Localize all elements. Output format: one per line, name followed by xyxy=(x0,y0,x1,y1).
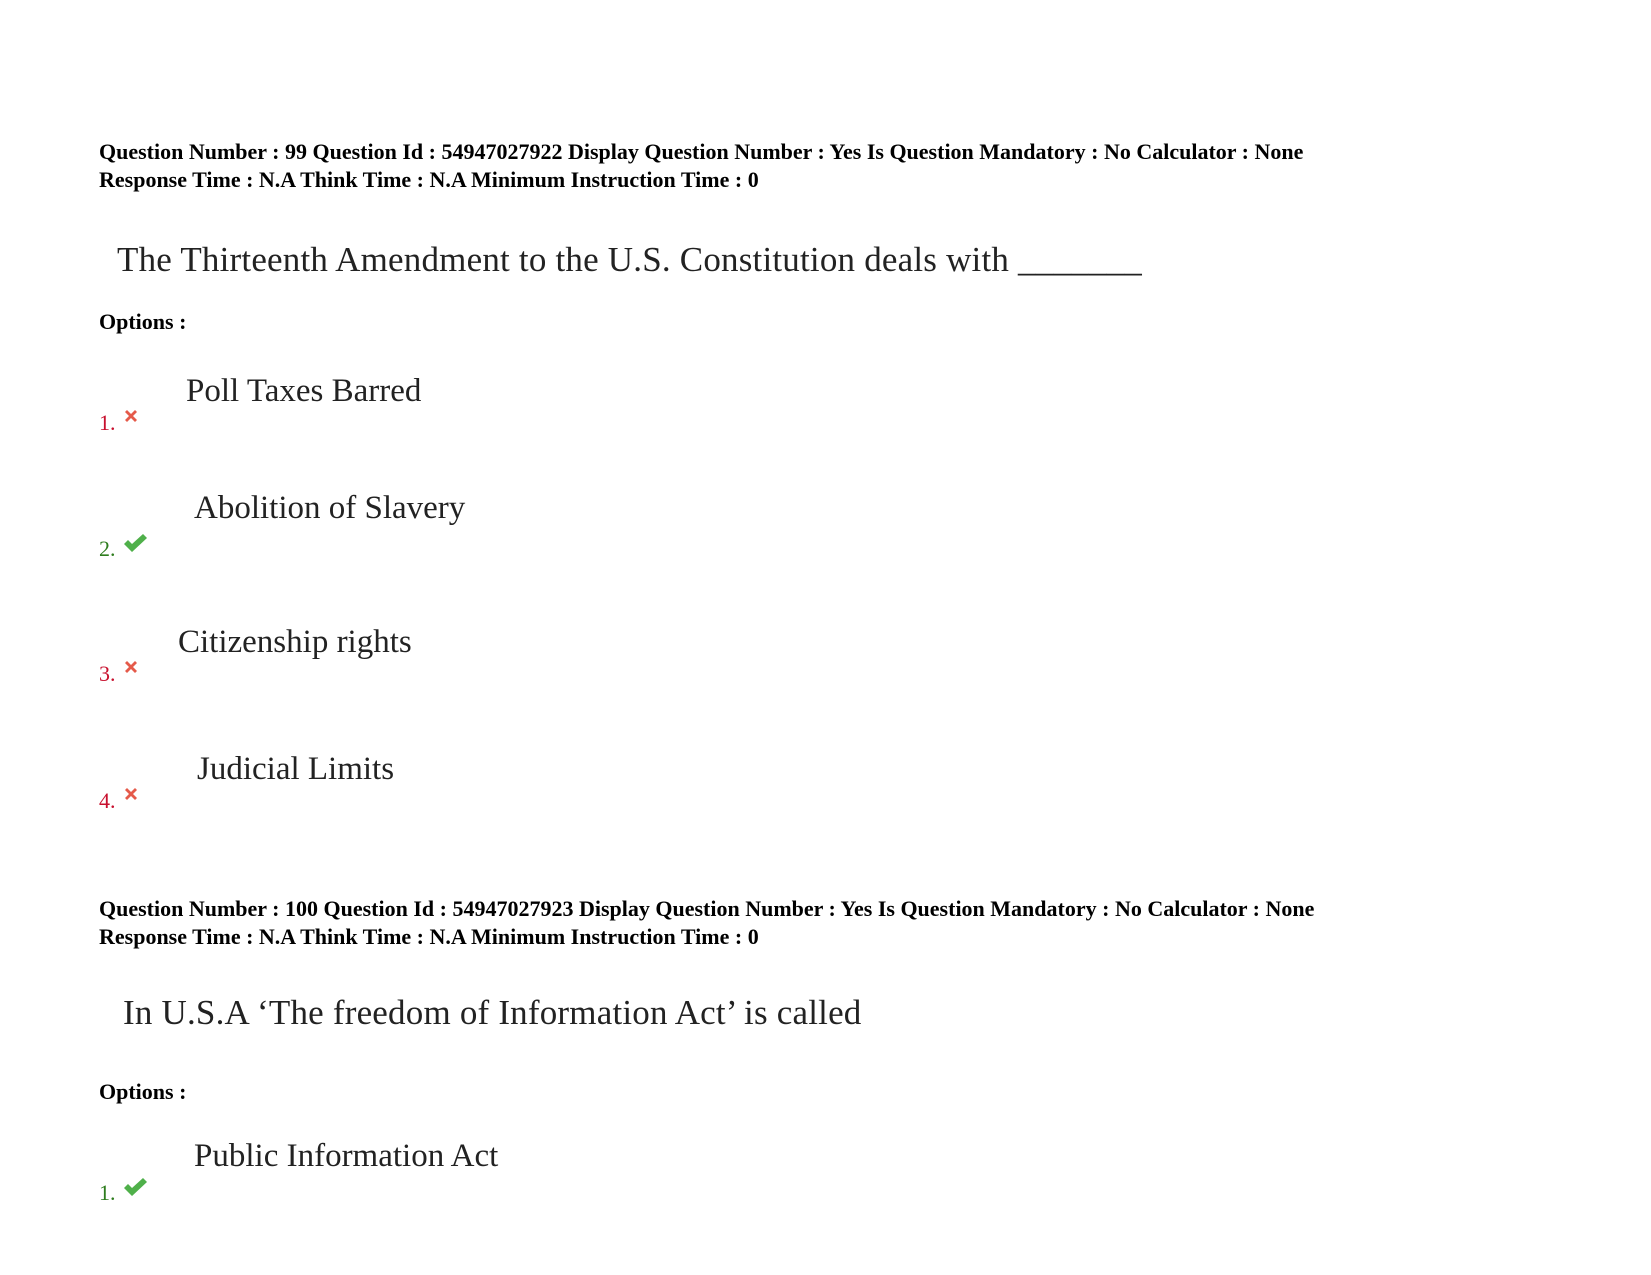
option-number: 4. xyxy=(99,788,116,813)
cross-icon xyxy=(122,407,142,427)
question-100-option-1-text: Public Information Act xyxy=(194,1138,499,1174)
question-meta-line-1: Question Number : 99 Question Id : 54947027922 Display Question Number : Yes Is Question Mandatory : No Calculator : None xyxy=(99,139,1304,164)
question-100-option-1-marker xyxy=(99,1180,148,1206)
question-99-option-3-text: Citizenship rights xyxy=(178,624,412,660)
question-99-meta xyxy=(99,138,1303,194)
option-number: 2. xyxy=(99,536,116,561)
option-number: 3. xyxy=(99,661,116,686)
question-100-text: In U.S.A ‘The freedom of Information Act’ is called xyxy=(123,993,862,1032)
cross-icon xyxy=(122,785,142,805)
question-meta-line-1: Question Number : 100 Question Id : 54947027923 Display Question Number : Yes Is Question Mandatory : No Calculator : None xyxy=(99,896,1315,921)
question-99-option-2-text: Abolition of Slavery xyxy=(194,490,466,526)
question-100-options-label: Options : xyxy=(99,1079,187,1104)
check-icon xyxy=(122,533,148,553)
question-99-text: The Thirteenth Amendment to the U.S. Constitution deals with _______ xyxy=(117,240,1142,279)
question-99-option-4-marker xyxy=(99,788,142,814)
question-99-option-2-marker xyxy=(99,536,148,562)
question-99-options-label: Options : xyxy=(99,309,187,334)
option-number: 1. xyxy=(99,1180,116,1205)
question-99-option-4-text: Judicial Limits xyxy=(197,751,395,787)
question-meta-line-2: Response Time : N.A Think Time : N.A Minimum Instruction Time : 0 xyxy=(99,924,759,949)
question-99-option-1-text: Poll Taxes Barred xyxy=(186,373,422,409)
question-100-meta xyxy=(99,895,1314,951)
check-icon xyxy=(122,1177,148,1197)
question-99-option-3-marker xyxy=(99,661,142,687)
cross-icon xyxy=(122,658,142,678)
question-99-option-1-marker xyxy=(99,410,142,436)
option-number: 1. xyxy=(99,410,116,435)
question-meta-line-2: Response Time : N.A Think Time : N.A Minimum Instruction Time : 0 xyxy=(99,167,759,192)
